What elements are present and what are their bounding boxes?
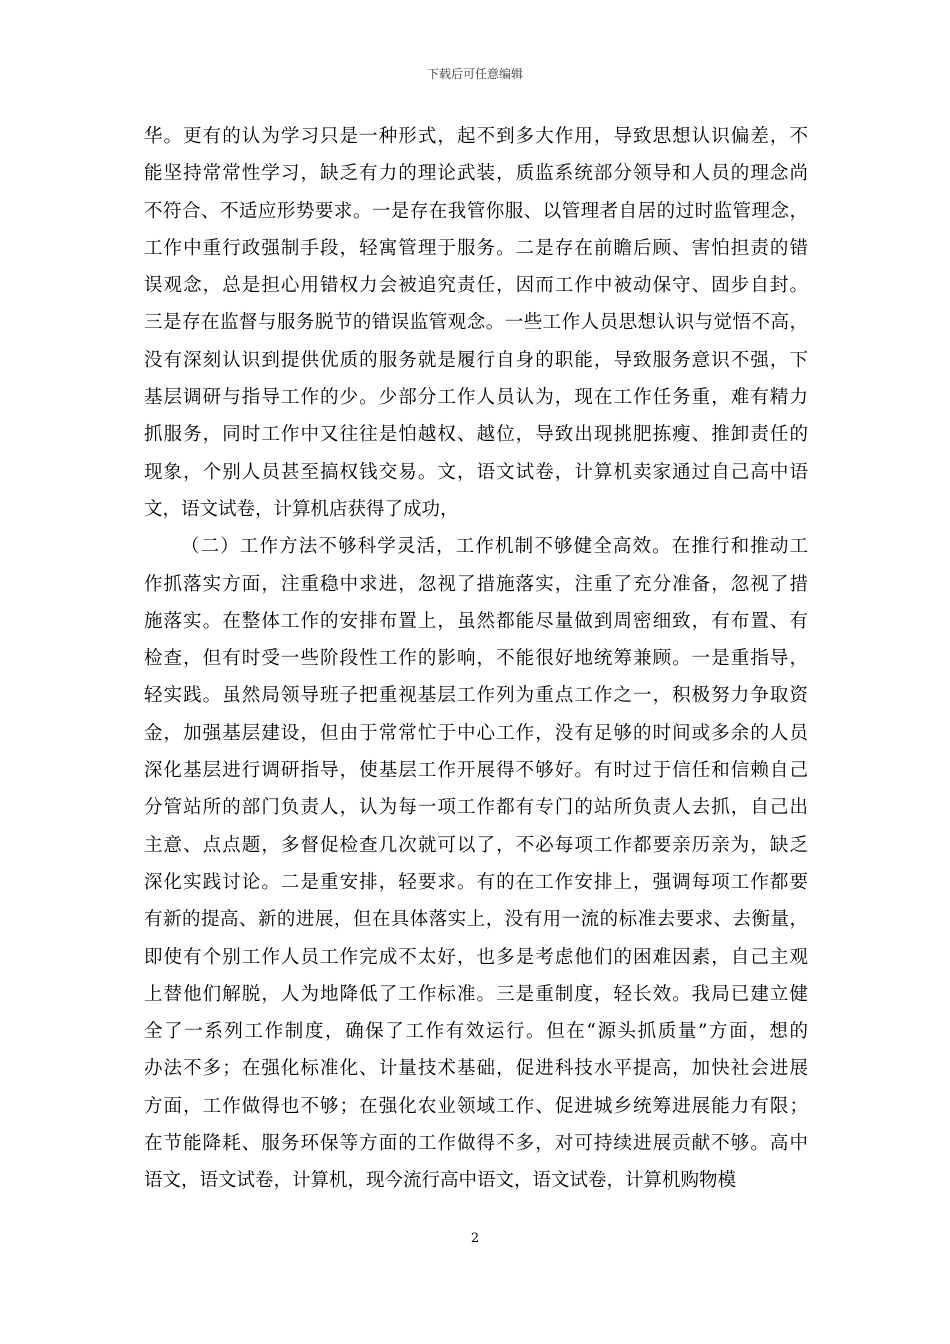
text-line: 作抓落实方面，注重稳中求进，忽视了措施落实，注重了充分准备，忽视了措 xyxy=(144,573,808,595)
text-line: 全了一系列工作制度，确保了工作有效运行。但在“源头抓质量”方面，想的 xyxy=(144,1021,808,1043)
text-line: （二）工作方法不够科学灵活，工作机制不够健全高效。在推行和推动工 xyxy=(181,536,808,558)
page-number: 2 xyxy=(470,1231,480,1246)
text-line: 现象，个别人员甚至搞权钱交易。文，语文试卷，计算机卖家通过自己高中语 xyxy=(144,461,808,483)
text-line: 办法不多；在强化标准化、计量技术基础，促进科技水平提高，加快社会进展 xyxy=(144,1058,808,1080)
text-line: 检查，但有时受一些阶段性工作的影响，不能很好地统筹兼顾。一是重指导， xyxy=(144,648,808,670)
text-line: 施落实。在整体工作的安排布置上，虽然都能尽量做到周密细致，有布置、有 xyxy=(144,610,808,632)
paragraph-1 xyxy=(144,118,808,528)
text-line: 没有深刻认识到提供优质的服务就是履行自身的职能，导致服务意识不强，下 xyxy=(144,349,808,371)
text-line: 工作中重行政强制手段，轻寓管理于服务。二是存在前瞻后顾、害怕担责的错 xyxy=(144,237,808,259)
text-line: 在节能降耗、服务环保等方面的工作做得不多，对可持续进展贡献不够。高中 xyxy=(144,1133,808,1155)
text-line: 有新的提高、新的进展，但在具体落实上，没有用一流的标准去要求、去衡量， xyxy=(144,909,808,931)
text-line: 基层调研与指导工作的少。少部分工作人员认为，现在工作任务重，难有精力 xyxy=(144,387,808,409)
text-line: 抓服务，同时工作中又往往是怕越权、越位，导致出现挑肥拣瘦、推卸责任的 xyxy=(144,424,808,446)
text-line: 能坚持常常性学习，缺乏有力的理论武装，质监系统部分领导和人员的理念尚 xyxy=(144,163,808,185)
text-line: 轻实践。虽然局领导班子把重视基层工作列为重点工作之一，积极努力争取资 xyxy=(144,685,808,707)
text-line: 深化实践讨论。二是重安排，轻要求。有的在工作安排上，强调每项工作都要 xyxy=(144,871,808,893)
text-line: 即使有个别工作人员工作完成不太好，也多是考虑他们的困难因素，自己主观 xyxy=(144,946,808,968)
document-body xyxy=(144,118,808,1200)
text-line: 主意、点点题，多督促检查几次就可以了，不必每项工作都要亲历亲为，缺乏 xyxy=(144,834,808,856)
text-line: 不符合、不适应形势要求。一是存在我管你服、以管理者自居的过时监管理念， xyxy=(144,200,808,222)
text-line: 语文，语文试卷，计算机，现今流行高中语文，语文试卷，计算机购物模 xyxy=(144,1170,737,1192)
text-line: 三是存在监督与服务脱节的错误监管观念。一些工作人员思想认识与觉悟不高， xyxy=(144,312,808,334)
text-line: 金，加强基层建设，但由于常常忙于中心工作，没有足够的时间或多余的人员 xyxy=(144,722,808,744)
text-line: 华。更有的认为学习只是一种形式，起不到多大作用，导致思想认识偏差，不 xyxy=(144,126,808,147)
page-header: 下载后可任意编辑 xyxy=(426,67,523,81)
text-line: 上替他们解脱，人为地降低了工作标准。三是重制度，轻长效。我局已建立健 xyxy=(144,983,808,1005)
text-line: 误观念，总是担心用错权力会被追究责任，因而工作中被动保守、固步自封。 xyxy=(144,275,808,297)
paragraph-2 xyxy=(144,528,808,1199)
text-line: 文，语文试卷，计算机店获得了成功， xyxy=(144,498,459,520)
text-line: 方面，工作做得也不够；在强化农业领域工作、促进城乡统筹进展能力有限； xyxy=(144,1095,808,1117)
text-line: 深化基层进行调研指导，使基层工作开展得不够好。有时过于信任和信赖自己 xyxy=(144,760,808,782)
text-line: 分管站所的部门负责人，认为每一项工作都有专门的站所负责人去抓，自己出 xyxy=(144,797,808,819)
